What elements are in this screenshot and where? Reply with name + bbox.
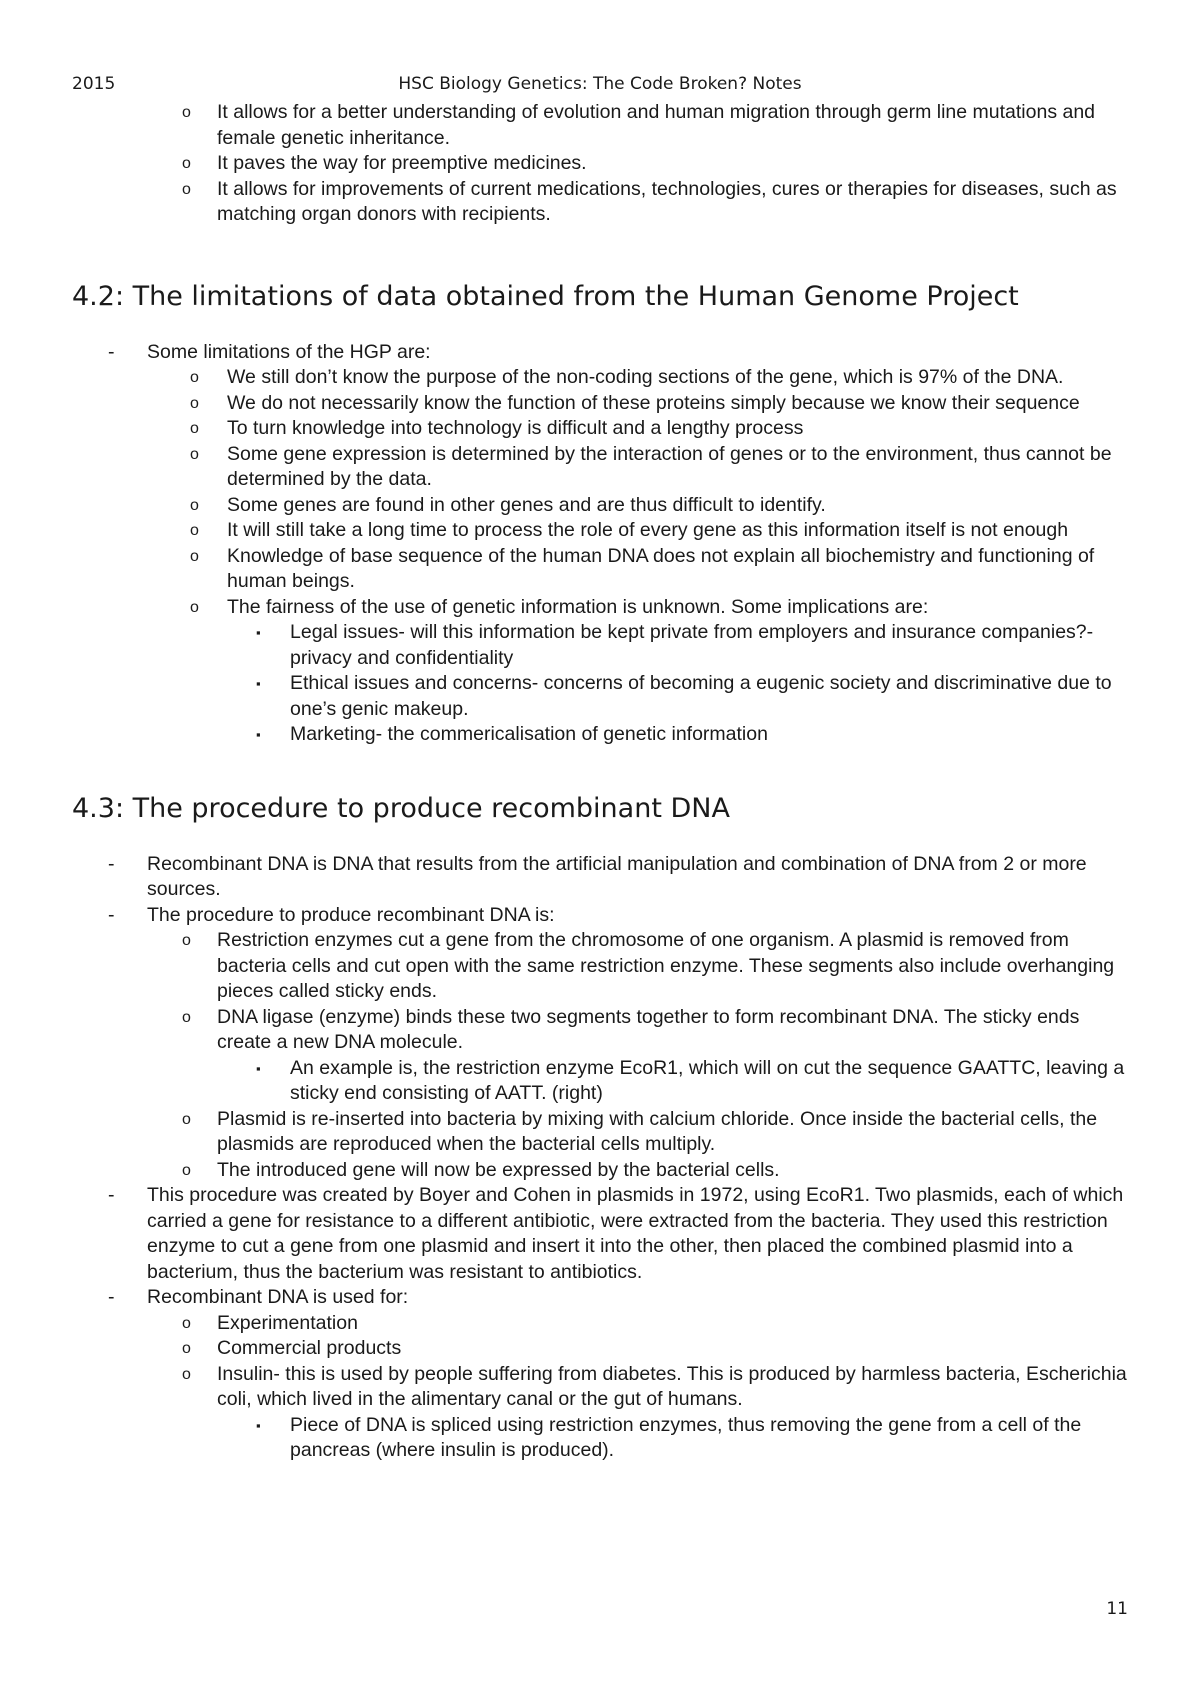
- circle-bullet: o: [190, 369, 199, 386]
- page-number: 11: [1106, 1599, 1128, 1619]
- circle-bullet: o: [182, 1110, 191, 1128]
- list-item: o Knowledge of base sequence of the human DNA does not explain all biochemistry and functioning of human beings.: [190, 544, 1095, 592]
- circle-bullet: o: [182, 104, 191, 121]
- list-item: o Insulin- this is used by people suffering from diabetes. This is produced by harmless bacteria, Escherichia coli, which lived in the alimentary canal or the gut of humans.: [182, 1362, 1127, 1410]
- dash-bullet: -: [108, 1286, 115, 1308]
- circle-bullet: o: [190, 496, 199, 514]
- circle-bullet: o: [190, 598, 199, 616]
- section-heading-4-3: 4.3: The procedure to produce recombinant DNA: [72, 792, 730, 824]
- circle-bullet: o: [182, 1161, 191, 1179]
- list-item: - Recombinant DNA is used for:: [72, 1285, 1132, 1311]
- circle-bullet: o: [190, 445, 199, 463]
- circle-bullet: o: [190, 547, 199, 565]
- list-item: o The introduced gene will now be expressed by the bacterial cells.: [72, 1158, 1132, 1184]
- list-item: o Restriction enzymes cut a gene from the chromosome of one organism. A plasmid is removed from bacteria cells and cut open with the same restriction enzyme. These segments also include overhanging pieces called sticky ends.: [182, 929, 1115, 1002]
- circle-bullet: o: [190, 522, 199, 539]
- list-item: o Experimentation: [72, 1311, 1132, 1337]
- square-bullet: ▪: [256, 625, 261, 640]
- list-item: - The procedure to produce recombinant DNA is:: [72, 903, 1132, 929]
- section-heading-4-2: 4.2: The limitations of data obtained from the Human Genome Project: [72, 280, 1019, 312]
- list-item: o DNA ligase (enzyme) binds these two segments together to form recombinant DNA. The sticky ends create a new DNA molecule.: [182, 1005, 1080, 1053]
- list-item: o Some gene expression is determined by the interaction of genes or to the environment, thus cannot be determined by the data.: [190, 442, 1112, 490]
- square-bullet: ▪: [256, 727, 261, 742]
- circle-bullet: o: [182, 1314, 191, 1332]
- list-item: ▪ An example is, the restriction enzyme EcoR1, which will on cut the sequence GAATTC, leaving a sticky end consisting of AATT. (right): [256, 1056, 1125, 1104]
- circle-bullet: o: [190, 394, 199, 412]
- list-item: ▪ Marketing- the commericalisation of genetic information: [72, 722, 1132, 748]
- circle-bullet: o: [182, 932, 191, 949]
- circle-bullet: o: [190, 420, 199, 437]
- dash-bullet: -: [108, 903, 115, 926]
- square-bullet: ▪: [256, 1417, 261, 1433]
- dash-bullet: -: [108, 340, 115, 363]
- page-header: [72, 74, 1128, 100]
- list-item: o The fairness of the use of genetic information is unknown. Some implications are:: [72, 595, 1132, 621]
- list-item: ▪ Ethical issues and concerns- concerns of becoming a eugenic society and discriminative due to one’s genic makeup.: [256, 672, 1112, 720]
- circle-bullet: o: [182, 1365, 191, 1383]
- list-item: - Some limitations of the HGP are:: [72, 340, 1132, 366]
- list-item: o It allows for improvements of current medications, technologies, cures or therapies for diseases, such as matching organ donors with recipients.: [182, 177, 1117, 225]
- list-item: o It will still take a long time to process the role of every gene as this information itself is not enough: [72, 518, 1132, 544]
- list-item: - This procedure was created by Boyer and Cohen in plasmids in 1972, using EcoR1. Two plasmids, each of which carried a gene for resistance to a different antibiotic, were extracted from the bacteria. They used this restriction enzyme to cut a gene from one plasmid and insert it into the other, then placed the combined plasmid into a bacterium, thus the bacterium was resistant to antibiotics.: [108, 1184, 1124, 1283]
- list-item: o Plasmid is re-inserted into bacteria by mixing with calcium chloride. Once inside the bacterial cells, the plasmids are reproduced when the bacterial cells multiply.: [182, 1107, 1098, 1155]
- square-bullet: ▪: [256, 676, 261, 691]
- list-item: o We still don’t know the purpose of the non-coding sections of the gene, which is 97% of the DNA.: [72, 365, 1132, 391]
- header-year: 2015: [72, 74, 116, 94]
- dash-bullet: -: [108, 852, 115, 875]
- circle-bullet: o: [182, 1340, 191, 1357]
- page-content: [72, 100, 1132, 1464]
- header-title: HSC Biology Genetics: The Code Broken? Notes: [398, 74, 802, 94]
- square-bullet: ▪: [256, 1060, 261, 1076]
- dash-bullet: -: [108, 1184, 115, 1206]
- list-item: ▪ Legal issues- will this information be kept private from employers and insurance companies?- privacy and confidentiality: [256, 621, 1094, 669]
- circle-bullet: o: [182, 155, 191, 172]
- list-item: o We do not necessarily know the function of these proteins simply because we know their sequence: [72, 391, 1132, 417]
- circle-bullet: o: [182, 1008, 191, 1026]
- list-item: o Commercial products: [72, 1336, 1132, 1362]
- circle-bullet: o: [182, 180, 191, 198]
- list-item: ▪ Piece of DNA is spliced using restriction enzymes, thus removing the gene from a cell of the pancreas (where insulin is produced).: [256, 1413, 1082, 1461]
- list-item: o It paves the way for preemptive medicines.: [72, 151, 1132, 177]
- list-item: o Some genes are found in other genes and are thus difficult to identify.: [72, 493, 1132, 519]
- list-item: o It allows for a better understanding of evolution and human migration through germ line mutations and female genetic inheritance.: [182, 101, 1096, 149]
- list-item: - Recombinant DNA is DNA that results from the artificial manipulation and combination of DNA from 2 or more sources.: [108, 852, 1087, 900]
- list-item: o To turn knowledge into technology is difficult and a lengthy process: [72, 416, 1132, 442]
